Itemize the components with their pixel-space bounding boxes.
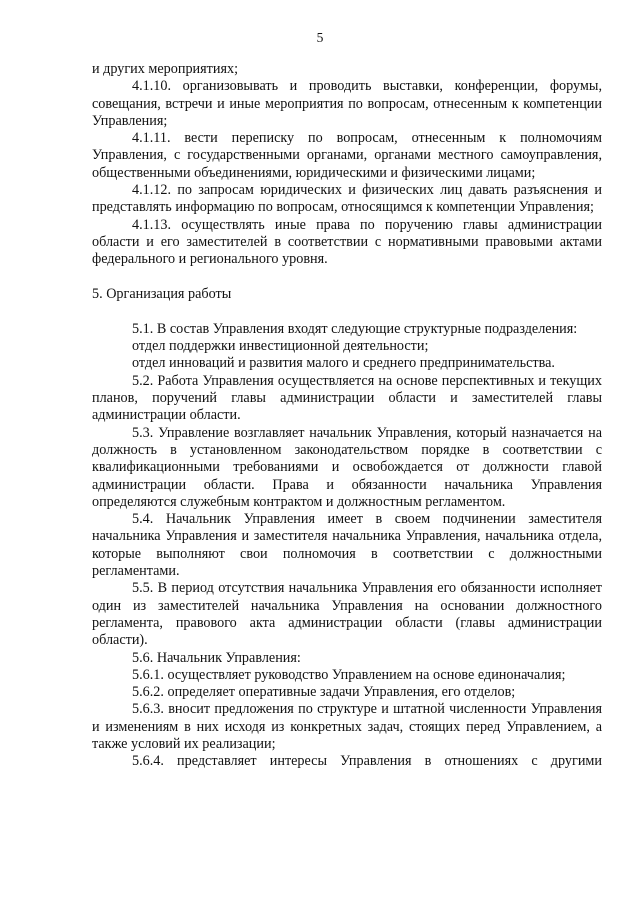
paragraph-4-1-13: 4.1.13. осуществлять иные права по поручению главы администрации области и его заместителей в соответствии с нормативными правовыми актами федерального и регионального уровня. [92, 216, 602, 268]
paragraph-5-6-4: 5.6.4. представляет интересы Управления в отношениях с другими [132, 753, 602, 770]
paragraph-5-2: 5.2. Работа Управления осуществляется на основе перспективных и текущих планов, поручений главы администрации области и заместителей главы администрации области. [92, 372, 602, 424]
paragraph-5-3: 5.3. Управление возглавляет начальник Управления, который назначается на должность в установленном законодательством порядке в соответствии с квалификационными требованиями и освобождается от должности главой администрации области. Права и обязанности начальника Управления определяются служебным контрактом и должностным регламентом. [92, 424, 602, 510]
paragraph-4-1-11: 4.1.11. вести переписку по вопросам, отнесенным к полномочиям Управления, с государственными органами, органами местного самоуправления, общественными объединениями, юридическими и физическими лицами; [92, 130, 602, 181]
paragraph-5-5: 5.5. В период отсутствия начальника Управления его обязанности исполняет один из заместителей начальника Управления на основании должностного регламента, правового акта администрации области (главы администрации области). [92, 580, 602, 649]
list-item-department-innovation: отдел инноваций и развития малого и среднего предпринимательства. [132, 355, 555, 372]
section-heading: 5. Организация работы [92, 285, 232, 302]
paragraph-5-6-3: 5.6.3. вносит предложения по структуре и штатной численности Управления и изменениям в них исходя из конкретных задач, стоящих перед Управлением, а также условий их реализации; [92, 701, 602, 752]
paragraph-4-1-10: 4.1.10. организовывать и проводить выставки, конференции, форумы, совещания, встречи и иные мероприятия по вопросам, отнесенным к компетенции Управления; [92, 78, 602, 129]
page-number: 5 [316, 30, 324, 45]
paragraph-5-1: 5.1. В состав Управления входят следующие структурные подразделения: [132, 320, 578, 337]
paragraph-5-4: 5.4. Начальник Управления имеет в своем подчинении заместителя начальника Управления и заместителя начальника Управления, начальника отдела, которые выполняют свои полномочия в соответствии с должностными регламентами. [92, 511, 602, 580]
document-body [92, 61, 602, 771]
paragraph-4-1-12: 4.1.12. по запросам юридических и физических лиц давать разъяснения и представлять информацию по вопросам, относящимся к компетенции Управления; [92, 182, 602, 216]
paragraph-continuation: и других мероприятиях; [92, 61, 239, 77]
list-item-department-investment: отдел поддержки инвестиционной деятельности; [132, 338, 429, 355]
paragraph-5-6-2: 5.6.2. определяет оперативные задачи Управления, его отделов; [132, 684, 516, 701]
paragraph-5-6-1: 5.6.1. осуществляет руководство Управлением на основе единоначалия; [132, 666, 566, 683]
paragraph-5-6: 5.6. Начальник Управления: [132, 649, 301, 666]
